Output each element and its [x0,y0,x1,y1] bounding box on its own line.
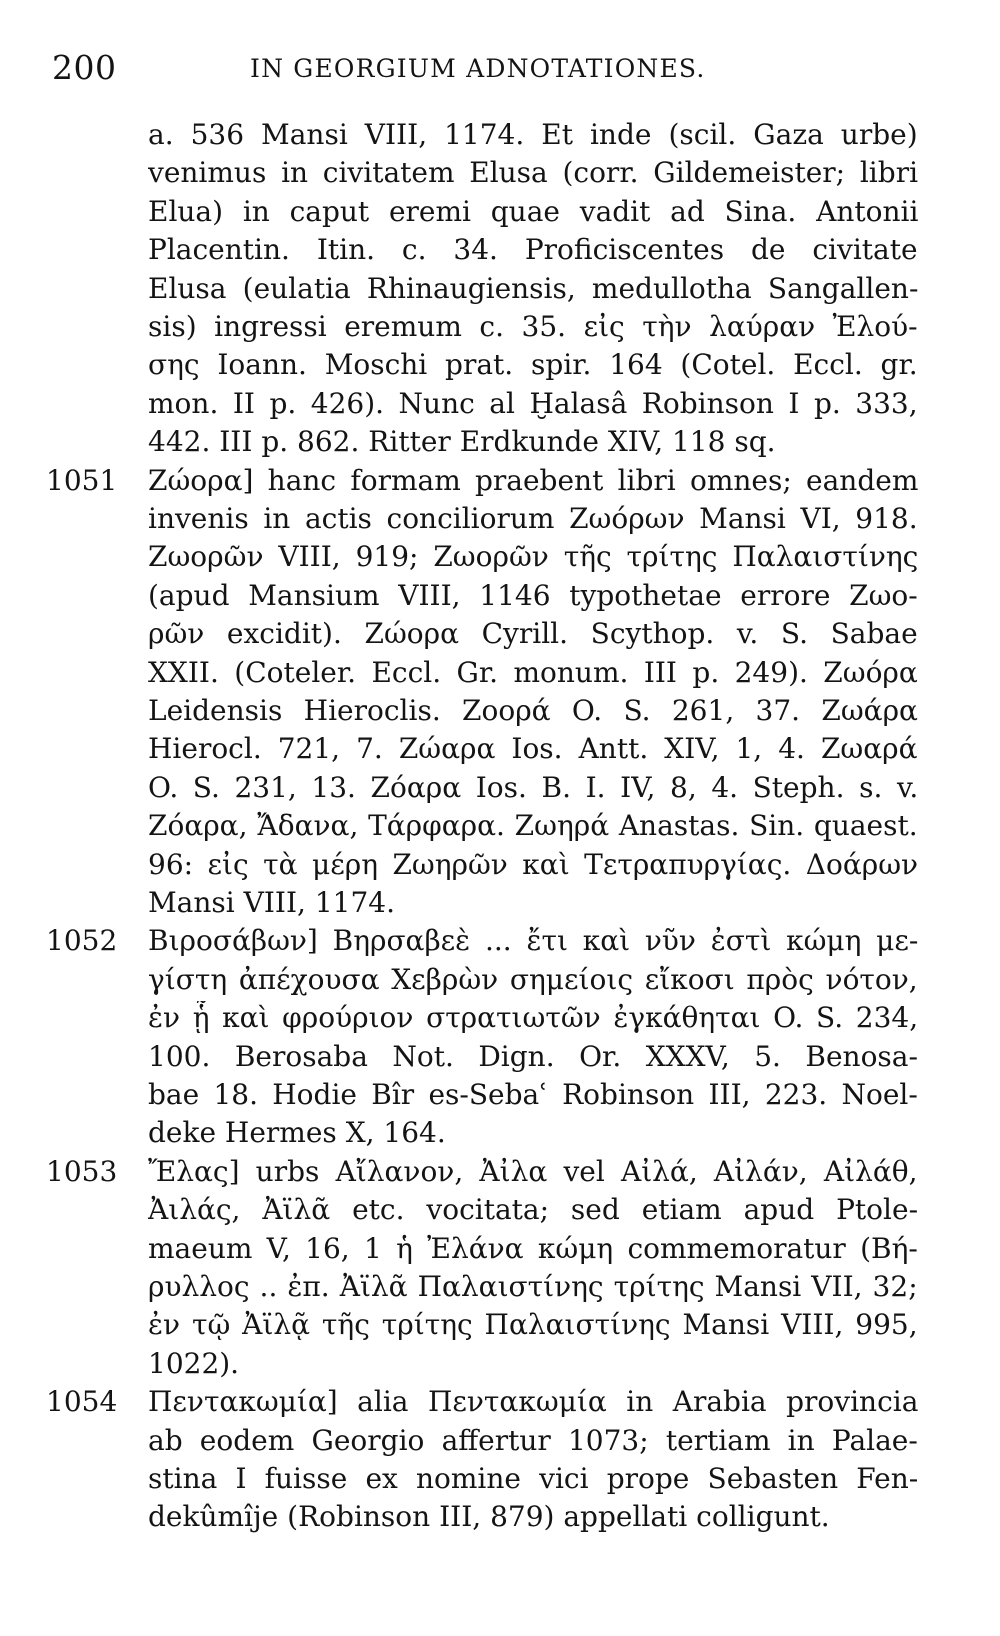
text-line: ab eodem Georgio affertur 1073; tertiam in Palae- [148,1423,918,1457]
text-line: σης Ioann. Moschi prat. spir. 164 (Cotel. Eccl. gr. [148,348,918,382]
text-line: Πεντακωμία] alia Πεντακωμία in Arabia provincia [148,1385,918,1419]
note-number: 1054 [46,1385,118,1419]
text-line: dekûmîje (Robinson III, 879) appellati colligunt. [148,1500,830,1534]
text-line: Ζώορα] hanc formam praebent libri omnes; eandem [148,463,918,497]
text-line: γίστη ἀπέχουσα Χεβρὼν σημείοις εἴκοσι πρὸς νότον, [148,962,918,996]
text-line: maeum V, 16, 1 ἡ Ἐλάνα κώμη commemoratur (Βή- [148,1231,918,1265]
text-line: (apud Mansium VIII, 1146 typothetae errore Ζωο- [148,578,918,612]
text-line: Ἔλας] urbs Αἴλανον, Ἀἰλα vel Αἰλά, Αἰλάν, Αἰλάθ, [148,1154,918,1188]
text-line: invenis in actis conciliorum Ζωόρων Mansi VI, 918. [148,502,918,535]
text-line: Placentin. Itin. c. 34. Proficiscentes de civitate [148,233,918,267]
text-line: 100. Berosaba Not. Dign. Or. XXXV, 5. Benosa- [148,1039,918,1073]
text-line: 96: εἰς τὰ μέρη Ζωηρῶν καὶ Τετραπυργίας. Δοάρων [148,847,918,881]
note-number: 1052 [46,924,118,958]
text-line: ἐν ᾗ καὶ φρούριον στρατιωτῶν ἐγκάθηται O. S. 234, [148,1001,918,1035]
text-line: sis) ingressi eremum c. 35. εἰς τὴν λαύραν Ἐλού- [148,310,918,343]
text-line: Leidensis Hieroclis. Ζοορά O. S. 261, 37. Ζωάρα [148,694,918,727]
text-line: venimus in civitatem Elusa (corr. Gildemeister; libri [148,156,918,190]
text-line: 442. III p. 862. Ritter Erdkunde XIV, 118 sq. [148,425,776,459]
text-line: Hierocl. 721, 7. Ζώαρα Ios. Antt. XIV, 1, 4. Ζωαρά [148,732,918,766]
text-line: mon. II p. 426). Nunc al Ḫalasâ Robinson I p. 333, [148,386,918,420]
text-line: ρῶν excidit). Ζώορα Cyrill. Scythop. v. S. Sabae [148,617,918,651]
page-number: 200 [52,48,117,87]
text-line: Ἀιλάς, Ἀϊλᾶ etc. vocitata; sed etiam apud Ptole- [148,1193,918,1227]
running-title: IN GEORGIUM ADNOTATIONES. [250,54,706,83]
text-line: bae 18. Hodie Bîr es-Sebaʿ Robinson III, 223. Noel- [148,1078,918,1111]
text-line: Ζωορῶν VIII, 919; Ζωορῶν τῆς τρίτης Παλαιστίνης [148,540,918,574]
text-line: Βιροσάβων] Βηρσαβεὲ ... ἔτι καὶ νῦν ἐστὶ κώμη με- [148,924,918,958]
text-line: 1022). [148,1346,240,1380]
text-line: Elua) in caput eremi quae vadit ad Sina. Antonii [148,194,918,228]
note-number: 1051 [46,463,118,497]
text-line: Elusa (eulatia Rhinaugiensis, medullotha Sangallen- [148,271,918,305]
text-line: ἐν τῷ Ἀϊλᾷ τῆς τρίτης Παλαιστίνης Mansi VIII, 995, [148,1308,918,1342]
note-number: 1053 [46,1154,118,1188]
text-line: Mansi VIII, 1174. [148,886,395,919]
text-line: a. 536 Mansi VIII, 1174. Et inde (scil. Gaza urbe) [148,118,918,151]
text-line: stina I fuisse ex nomine vici prope Sebasten Fen- [148,1462,918,1495]
text-line: O. S. 231, 13. Ζόαρα Ios. B. I. IV, 8, 4. Steph. s. v. [148,770,918,804]
text-line: XXII. (Coteler. Eccl. Gr. monum. III p. 249). Ζωόρα [148,655,918,689]
text-line: deke Hermes X, 164. [148,1116,446,1150]
text-line: ρυλλος .. ἐπ. Ἀϊλᾶ Παλαιστίνης τρίτης Mansi VII, 32; [148,1270,918,1303]
text-line: Ζόαρα, Ἄδανα, Τάρφαρα. Ζωηρά Anastas. Sin. quaest. [148,809,918,843]
